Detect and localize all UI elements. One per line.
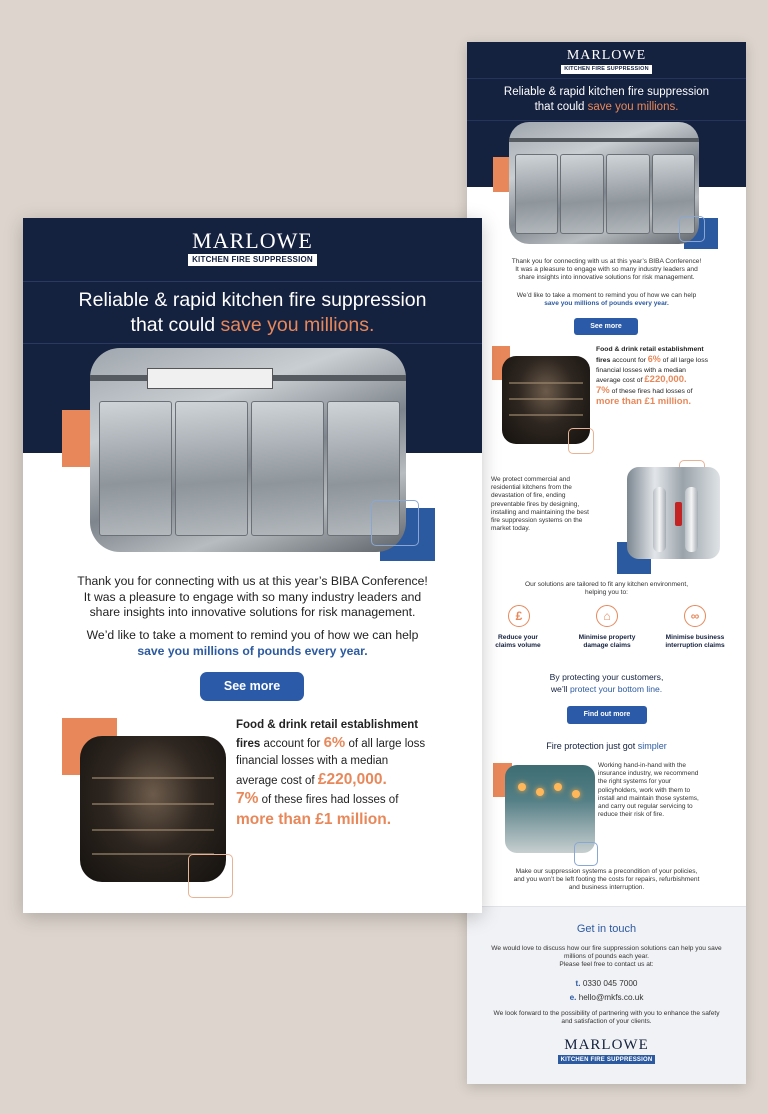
logo-tagline: KITCHEN FIRE SUPPRESSION <box>561 65 652 74</box>
email-preview-full <box>467 42 746 1084</box>
bottom-line-text: By protecting your customers, we’ll protect your bottom line. <box>549 672 664 694</box>
intro-text: Thank you for connecting with us at this year’s BIBA Conference! It was a pleasure to engage with so many industry leaders and share insights into innovative solutions for risk management. <box>77 574 428 619</box>
remind-text: We’d like to take a moment to remind you of how we can help save you millions of pounds every year. <box>516 292 697 308</box>
hero-line-2: that could save you millions. <box>534 101 679 113</box>
precondition-text: Make our suppression systems a precondition of your policies, and you won’t be left footing the costs for repairs, refurbishment and business interruption. <box>513 868 700 892</box>
hero-heading <box>23 288 482 338</box>
see-more-button[interactable]: See more <box>574 318 638 335</box>
accent-outline <box>574 842 598 866</box>
find-out-more-button[interactable]: Find out more <box>567 706 647 724</box>
kitchen-interior-image <box>505 765 595 853</box>
logo <box>467 49 746 74</box>
contact-details <box>477 977 736 1005</box>
email-preview-top <box>23 218 482 913</box>
solutions-text: Our solutions are tailored to fit any kitchen environment, helping you to: <box>524 581 689 597</box>
hero-line-2: that could save you millions. <box>130 314 375 336</box>
phone-link[interactable]: t. 0330 045 7000 <box>575 979 638 988</box>
interruption-icon: ∞ <box>684 605 706 627</box>
hero-highlight: save you millions. <box>587 101 679 113</box>
stats-text: Food & drink retail establishment fires account for 6% of all large loss financial losses with a median average cost of £220,000. 7% of these fires had losses of more than £1 million. <box>236 719 426 829</box>
contact-title: Get in touch <box>576 923 637 935</box>
stats-text: Food & drink retail establishment fires account for 6% of all large loss financial losses with a median average cost of £220,000. 7% of these fires had losses of more than £1 million. <box>596 346 709 407</box>
closing-text: We look forward to the possibility of partnering with you to enhance the safety and satisfaction of your clients. <box>493 1010 720 1026</box>
benefit-property-damage: Minimise property damage claims <box>578 634 636 650</box>
logo <box>23 230 482 266</box>
hero-image-hood <box>509 122 699 244</box>
logo-wordmark: MARLOWE <box>192 228 313 253</box>
accent-outline <box>568 428 594 454</box>
suppression-tank-image <box>627 467 720 559</box>
hero-heading <box>467 85 746 115</box>
accent-outline <box>188 854 233 898</box>
hero-line-1: Reliable & rapid kitchen fire suppression <box>503 86 710 98</box>
simpler-text: Working hand-in-hand with the insurance industry, we recommend the right systems for your policyholders, work with them to install and maintain those systems, and carry out regular servicing to reduce their risk of fire. <box>598 762 699 819</box>
accent-outline <box>679 216 705 242</box>
protect-text: We protect commercial and residential kitchens from the devastation of fire, ending preventable fires by designing, installing and maintaining the best fire suppression systems on the market today. <box>491 476 589 533</box>
footer-logo: MARLOWE KITCHEN FIRE SUPPRESSION <box>467 1038 746 1064</box>
hero-image-hood <box>90 348 406 552</box>
property-damage-icon: ⌂ <box>596 605 618 627</box>
benefit-claims-volume: Reduce your claims volume <box>495 634 541 650</box>
simpler-heading: Fire protection just got simpler <box>546 741 667 751</box>
benefit-business-interruption: Minimise business interruption claims <box>665 634 725 650</box>
remind-text: We’d like to take a moment to remind you of how we can help save you millions of pounds every year. <box>86 628 419 658</box>
logo-tagline: KITCHEN FIRE SUPPRESSION <box>188 254 317 266</box>
pound-coin-icon: £ <box>508 605 530 627</box>
see-more-button[interactable]: See more <box>200 672 304 701</box>
contact-text: We would love to discuss how our fire suppression solutions can help you save millions of pounds each year. Please feel free to contact us at: <box>491 945 722 969</box>
accent-outline <box>371 500 419 546</box>
hero-line-1: Reliable & rapid kitchen fire suppression <box>78 289 427 311</box>
intro-text: Thank you for connecting with us at this year’s BIBA Conference! It was a pleasure to engage with so many industry leaders and share insights into innovative solutions for risk management. <box>511 258 702 282</box>
logo-wordmark: MARLOWE <box>566 48 647 63</box>
email-link[interactable]: e. hello@mkfs.co.uk <box>569 993 644 1002</box>
hero-highlight: save you millions. <box>220 314 375 336</box>
